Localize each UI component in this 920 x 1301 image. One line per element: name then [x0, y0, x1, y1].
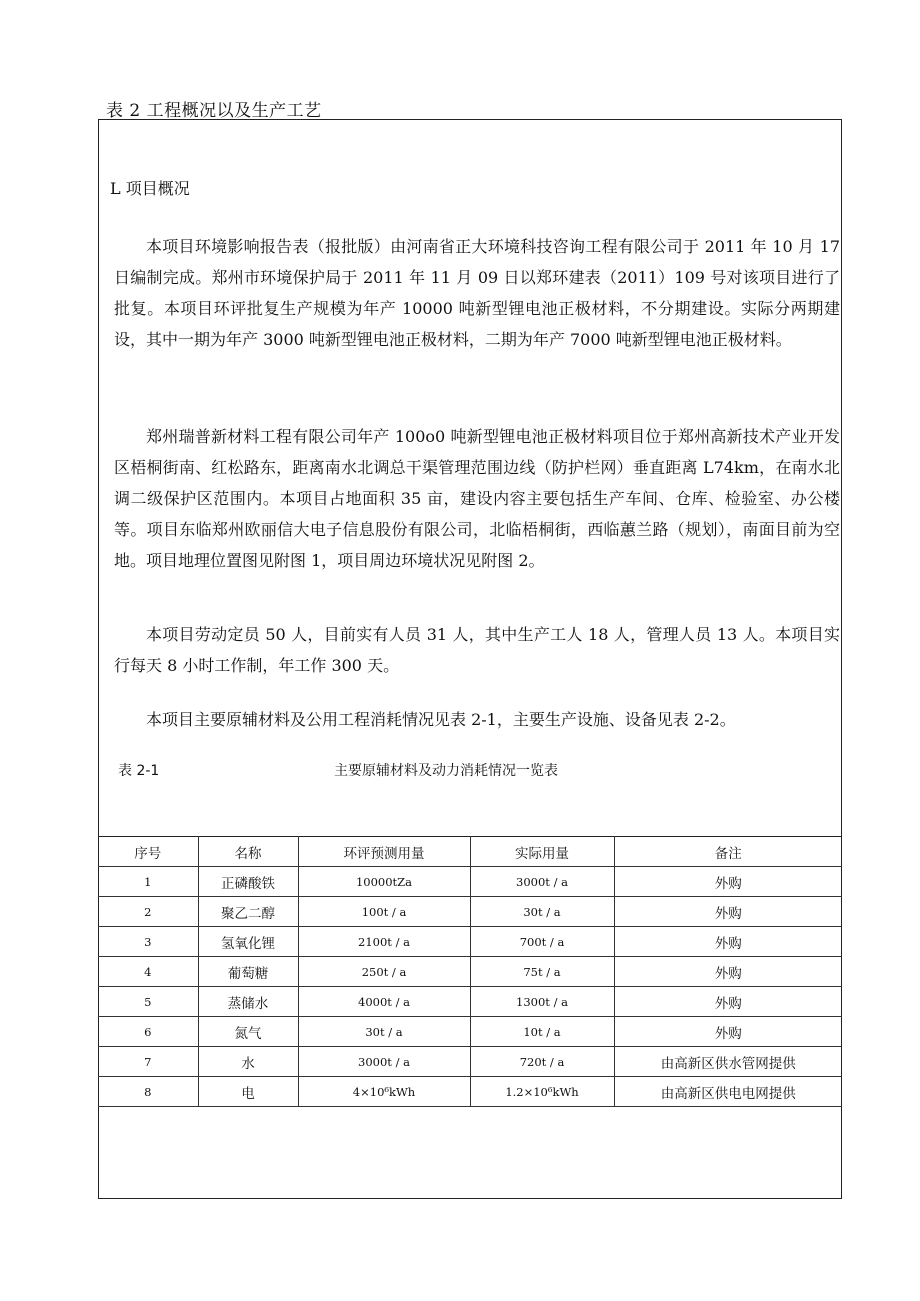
table-row — [98, 927, 842, 957]
col-header-actual: 实际用量 — [470, 837, 614, 867]
col-header-remark: 备注 — [614, 837, 842, 867]
paragraph-staffing: 本项目劳动定员 50 人，目前实有人员 31 人，其中生产工人 18 人，管理人员 13 人。本项目实行每天 8 小时工作制，年工作 300 天。 — [114, 625, 840, 675]
col-header-predicted: 环评预测用量 — [298, 837, 470, 867]
table-row — [98, 897, 842, 927]
cell-remark: 外购 — [614, 957, 842, 987]
cell-remark: 外购 — [614, 987, 842, 1017]
cell-remark: 外购 — [614, 897, 842, 927]
cell-remark: 由高新区供水管网提供 — [614, 1047, 842, 1077]
table-caption: 表 2 工程概况以及生产工艺 — [106, 101, 322, 121]
col-header-name: 名称 — [198, 837, 298, 867]
table-title: 主要原辅材料及动力消耗情况一览表 — [334, 763, 558, 779]
cell-predicted: 4000t / a — [298, 987, 470, 1017]
cell-name: 蒸储水 — [198, 987, 298, 1017]
cell-index: 4 — [98, 957, 198, 987]
cell-index: 7 — [98, 1047, 198, 1077]
cell-actual: 75t / a — [470, 957, 614, 987]
cell-name: 正磷酸铁 — [198, 867, 298, 897]
col-header-index: 序号 — [98, 837, 198, 867]
cell-predicted: 100t / a — [298, 897, 470, 927]
materials-table — [98, 836, 842, 1107]
table-row — [98, 1077, 842, 1107]
cell-index: 3 — [98, 927, 198, 957]
cell-index: 8 — [98, 1077, 198, 1107]
cell-remark: 外购 — [614, 1017, 842, 1047]
cell-predicted: 10000tZa — [298, 867, 470, 897]
cell-name: 聚乙二醇 — [198, 897, 298, 927]
cell-actual: 700t / a — [470, 927, 614, 957]
table-header-row — [98, 837, 842, 867]
table-row — [98, 1017, 842, 1047]
cell-predicted: 30t / a — [298, 1017, 470, 1047]
cell-index: 5 — [98, 987, 198, 1017]
cell-remark: 外购 — [614, 867, 842, 897]
cell-name: 电 — [198, 1077, 298, 1107]
cell-actual: 30t / a — [470, 897, 614, 927]
cell-predicted: 3000t / a — [298, 1047, 470, 1077]
paragraph-materials-ref: 本项目主要原辅材料及公用工程消耗情况见表 2-1，主要生产设施、设备见表 2-2。 — [146, 710, 736, 729]
cell-actual: 1300t / a — [470, 987, 614, 1017]
cell-actual: 10t / a — [470, 1017, 614, 1047]
cell-predicted: 4×10⁶kWh — [298, 1077, 470, 1107]
cell-index: 6 — [98, 1017, 198, 1047]
paragraph-location: 郑州瑞普新材料工程有限公司年产 100o0 吨新型锂电池正极材料项目位于郑州高新技术产业开发区梧桐街南、红松路东，距离南水北调总干渠管理范围边线（防护栏网）垂直距离 L74km，在南水北调二级保护区范围内。本项目占地面积 35 亩，建设内容主要包括生产车间、仓库、检验室、办公楼等。项目东临郑州欧丽信大电子信息股份有限公司，北临梧桐街，西临蕙兰路（规划），南面目前为空地。项目地理位置图见附图 1，项目周边环境状况见附图 2。 — [114, 427, 840, 570]
cell-remark: 外购 — [614, 927, 842, 957]
section-heading: L 项目概况 — [110, 179, 190, 198]
cell-name: 氮气 — [198, 1017, 298, 1047]
cell-name: 葡萄糖 — [198, 957, 298, 987]
cell-actual: 1.2×10⁶kWh — [470, 1077, 614, 1107]
table-number: 表 2-1 — [118, 763, 160, 779]
paragraph-approval: 本项目环境影响报告表（报批版）由河南省正大环境科技咨询工程有限公司于 2011 年 10 月 17 日编制完成。郑州市环境保护局于 2011 年 11 月 09 日以郑环建表（2011）109 号对该项目进行了批复。本项目环评批复生产规模为年产 10000 吨新型锂电池正极材料，不分期建设。实际分两期建设，其中一期为年产 3000 吨新型锂电池正极材料，二期为年产 7000 吨新型锂电池正极材料。 — [114, 237, 840, 349]
cell-predicted: 2100t / a — [298, 927, 470, 957]
cell-index: 1 — [98, 867, 198, 897]
table-row — [98, 867, 842, 897]
cell-index: 2 — [98, 897, 198, 927]
cell-predicted: 250t / a — [298, 957, 470, 987]
cell-actual: 3000t / a — [470, 867, 614, 897]
table-row — [98, 957, 842, 987]
cell-name: 水 — [198, 1047, 298, 1077]
table-row — [98, 987, 842, 1017]
cell-actual: 720t / a — [470, 1047, 614, 1077]
cell-remark: 由高新区供电电网提供 — [614, 1077, 842, 1107]
table-row — [98, 1047, 842, 1077]
cell-name: 氢氧化锂 — [198, 927, 298, 957]
